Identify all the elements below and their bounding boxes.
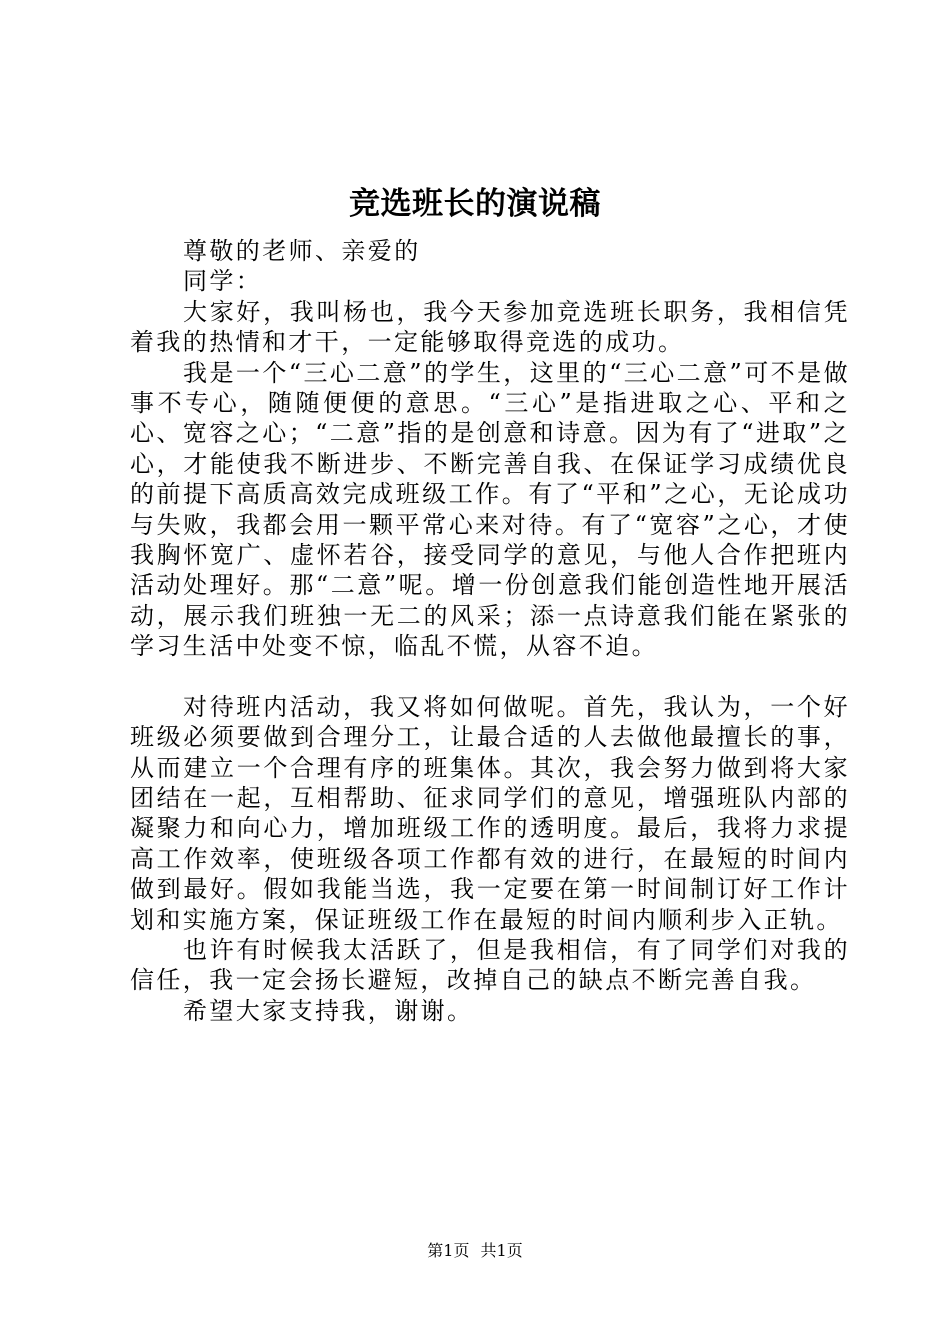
- greeting-line-1: 尊敬的老师、亲爱的: [183, 237, 421, 265]
- page-footer: [0, 1241, 950, 1261]
- document-body: [130, 236, 850, 1026]
- paragraph-class-activities: 对待班内活动，我又将如何做呢。首先，我认为，一个好班级必须要做到合理分工，让最合适的人去做他最擅长的事，从而建立一个合理有序的班集体。其次，我会努力做到将大家团结在一起，互相帮助、征求同学们的意见，增强班队内部的凝聚力和向心力，增加班级工作的透明度。最后，我将力求提高工作效率，使班级各项工作都有效的进行，在最短的时间内做到最好。假如我能当选，我一定要在第一时间制订好工作计划和实施方案，保证班级工作在最短的时间内顺利步入正轨。: [130, 692, 850, 934]
- paragraph-self-improvement: 也许有时候我太活跃了，但是我相信，有了同学们对我的信任，我一定会扬长避短，改掉自己的缺点不断完善自我。: [130, 935, 850, 995]
- paragraph-intro: 大家好，我叫杨也，我今天参加竞选班长职务，我相信凭着我的热情和才干，一定能够取得竞选的成功。: [130, 297, 850, 357]
- page-number-total: 共1页: [480, 1241, 523, 1260]
- greeting-line-2: 同学：: [183, 267, 263, 296]
- paragraph-closing: 希望大家支持我，谢谢。: [183, 996, 474, 1025]
- paragraph-three-hearts: 我是一个“三心二意”的学生，这里的“三心二意”可不是做事不专心，随随便便的意思。“三心”是指进取之心、平和之心、宽容之心；“二意”指的是创意和诗意。因为有了“进取”之心，才能使我不断进步、不断完善自我、在保证学习成绩优良的前提下高质高效完成班级工作。有了“平和”之心，无论成功与失败，我都会用一颗平常心来对待。有了“宽容”之心，才使我胸怀宽广、虚怀若谷，接受同学的意见，与他人合作把班内活动处理好。那“二意”呢。增一份创意我们能创造性地开展活动，展示我们班独一无二的风采；添一点诗意我们能在紧张的学习生活中处变不惊，临乱不慌，从容不迫。: [130, 358, 850, 661]
- page-number-current: 第1页: [427, 1241, 470, 1260]
- document-title: 竞选班长的演说稿: [349, 186, 601, 222]
